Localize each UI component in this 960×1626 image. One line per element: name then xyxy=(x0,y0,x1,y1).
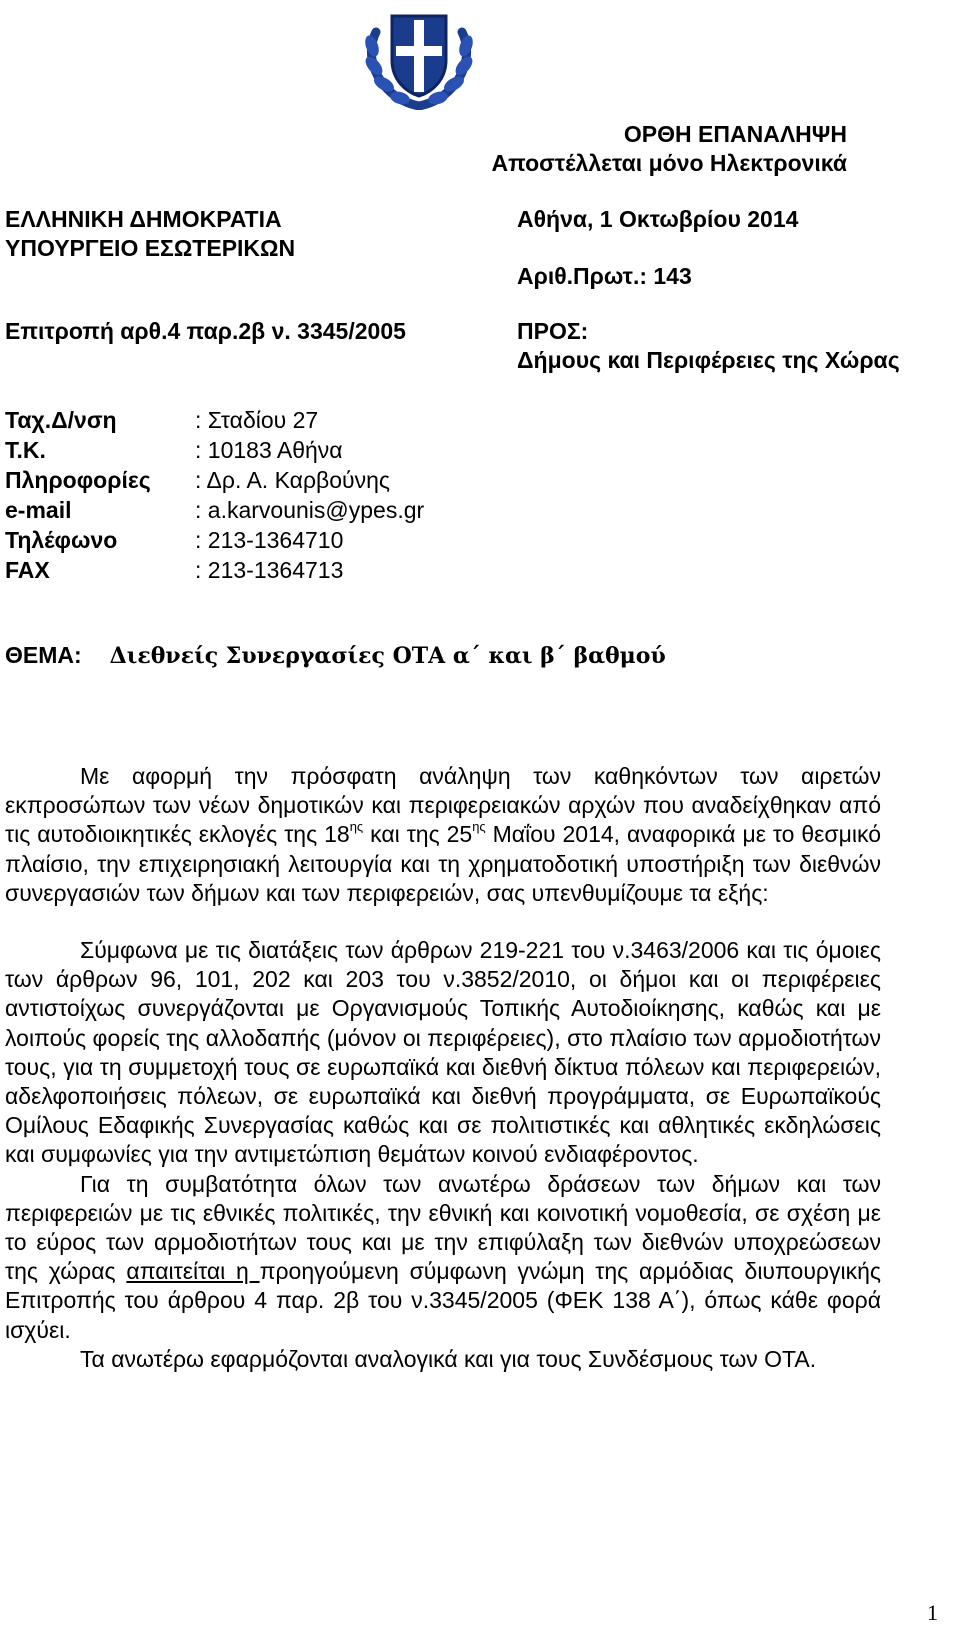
republic-label: ΕΛΛΗΝΙΚΗ ΔΗΜΟΚΡΑΤΙΑ xyxy=(5,206,282,232)
contact-value: : 213-1364713 xyxy=(195,557,344,583)
document-date: Αθήνα, 1 Οκτωβρίου 2014 xyxy=(517,206,799,232)
contact-row xyxy=(5,555,424,585)
shield xyxy=(392,16,446,96)
subject-text: Διεθνείς Συνεργασίες ΟΤΑ α΄ και β΄ βαθμού xyxy=(109,643,666,669)
recipient-value: Δήμους και Περιφέρειες της Χώρας xyxy=(517,347,900,373)
contact-row xyxy=(5,495,424,525)
contact-label: FAX xyxy=(5,557,50,583)
ministry-label: ΥΠΟΥΡΓΕΙΟ ΕΣΩΤΕΡΙΚΩΝ xyxy=(5,235,296,261)
page-number: 1 xyxy=(927,1600,938,1625)
contact-label: Τηλέφωνο xyxy=(5,527,118,553)
contact-value: : 213-1364710 xyxy=(195,527,344,553)
coat-of-arms-emblem xyxy=(358,2,480,110)
body-paragraph: Με αφορμή την πρόσφατη ανάληψη των καθηκόντων των αιρετών εκπροσώπων των νέων δημοτικών και περιφερειακών αρχών που αναδείχθηκαν από τις αυτοδιοικητικές εκλογές της $18^{\eta\varsigma}$ και της $25^{\eta\varsigma}$ Μαΐου 2014, αναφορικά με το θεσμικό πλαίσιο, την επιχειρησιακή λειτουργία και τη χρηματοδοτική υποστήριξη των διεθνών συνεργασιών των δήμων και των περιφερειών, σας υπενθυμίζουμε τα εξής: xyxy=(5,763,882,906)
contact-label: Τ.Κ. xyxy=(5,437,46,463)
contact-value: : Δρ. Α. Καρβούνης xyxy=(195,467,391,493)
contact-block xyxy=(5,405,424,585)
contact-label: e-mail xyxy=(5,497,72,523)
body-paragraph: Τα ανωτέρω εφαρμόζονται αναλογικά και για τους Συνδέσμους των ΟΤΑ. xyxy=(80,1345,817,1372)
body-paragraph: Σύμφωνα με τις διατάξεις των άρθρων 219-221 του ν.3463/2006 και τις όμοιες των άρθρων 96, 101, 202 και 203 του ν.3852/2010, οι δήμοι και οι περιφέρειες αντιστοίχως συνεργάζονται με Οργανισμούς Τοπικής Αυτοδιοίκησης, καθώς και με λοιπούς φορείς της αλλοδαπής (μόνον οι περιφέρειες), στο πλαίσιο των αρμοδιοτήτων τους, για τη συμμετοχή τους σε ευρωπαϊκά και διεθνή δίκτυα πόλεων και περιφερειών, αδελφοποιήσεις πόλεων, σε ευρωπαϊκά και διεθνή προγράμματα, σε Ευρωπαϊκούς Ομίλους Εδαφικής Συνεργασίας καθώς και σε πολιτιστικές και αθλητικές εκδηλώσεις και συμφωνίες για την αντιμετώπιση θεμάτων κοινού ενδιαφέροντος. xyxy=(5,937,881,1168)
corrected-repeat-label: ΟΡΘΗ ΕΠΑΝΑΛΗΨΗ xyxy=(623,121,847,147)
committee-label: Επιτροπή αρθ.4 παρ.2β ν. 3345/2005 xyxy=(5,318,406,344)
contact-row xyxy=(5,435,424,465)
contact-email[interactable]: : a.karvounis@ypes.gr xyxy=(195,497,425,523)
subject-label: ΘΕΜΑ: xyxy=(5,642,82,668)
contact-row xyxy=(5,405,424,435)
contact-value: : 10183 Αθήνα xyxy=(195,437,343,463)
recipient-label: ΠΡΟΣ: xyxy=(517,318,589,344)
contact-value: : Σταδίου 27 xyxy=(195,407,319,433)
subject-line xyxy=(5,640,666,671)
document-body xyxy=(5,762,881,1374)
body-paragraph: Για τη συμβατότητα όλων των ανωτέρω δράσεων των δήμων και των περιφερειών με τις εθνικές πολιτικές, την εθνική και κοινοτική νομοθεσία, σε σχέση με το εύρος των αρμοδιοτήτων τους και με την επιφύλαξη των διεθνών υποχρεώσεων της χώρας απαιτείται η προηγούμενη σύμφωνη γνώμη της αρμόδιας διυπουργικής Επιτροπής του άρθρου 4 παρ. 2β του ν.3345/2005 (ΦΕΚ 138 Α΄), όπως κάθε φορά ισχύει. xyxy=(5,1170,881,1343)
contact-label: Ταχ.Δ/νση xyxy=(5,407,117,433)
sent-electronically-label: Αποστέλλεται μόνο Ηλεκτρονικά xyxy=(491,150,847,176)
contact-label: Πληροφορίες xyxy=(5,467,151,493)
protocol-number: Αριθ.Πρωτ.: 143 xyxy=(517,263,692,289)
contact-row xyxy=(5,465,424,495)
contact-row xyxy=(5,525,424,555)
